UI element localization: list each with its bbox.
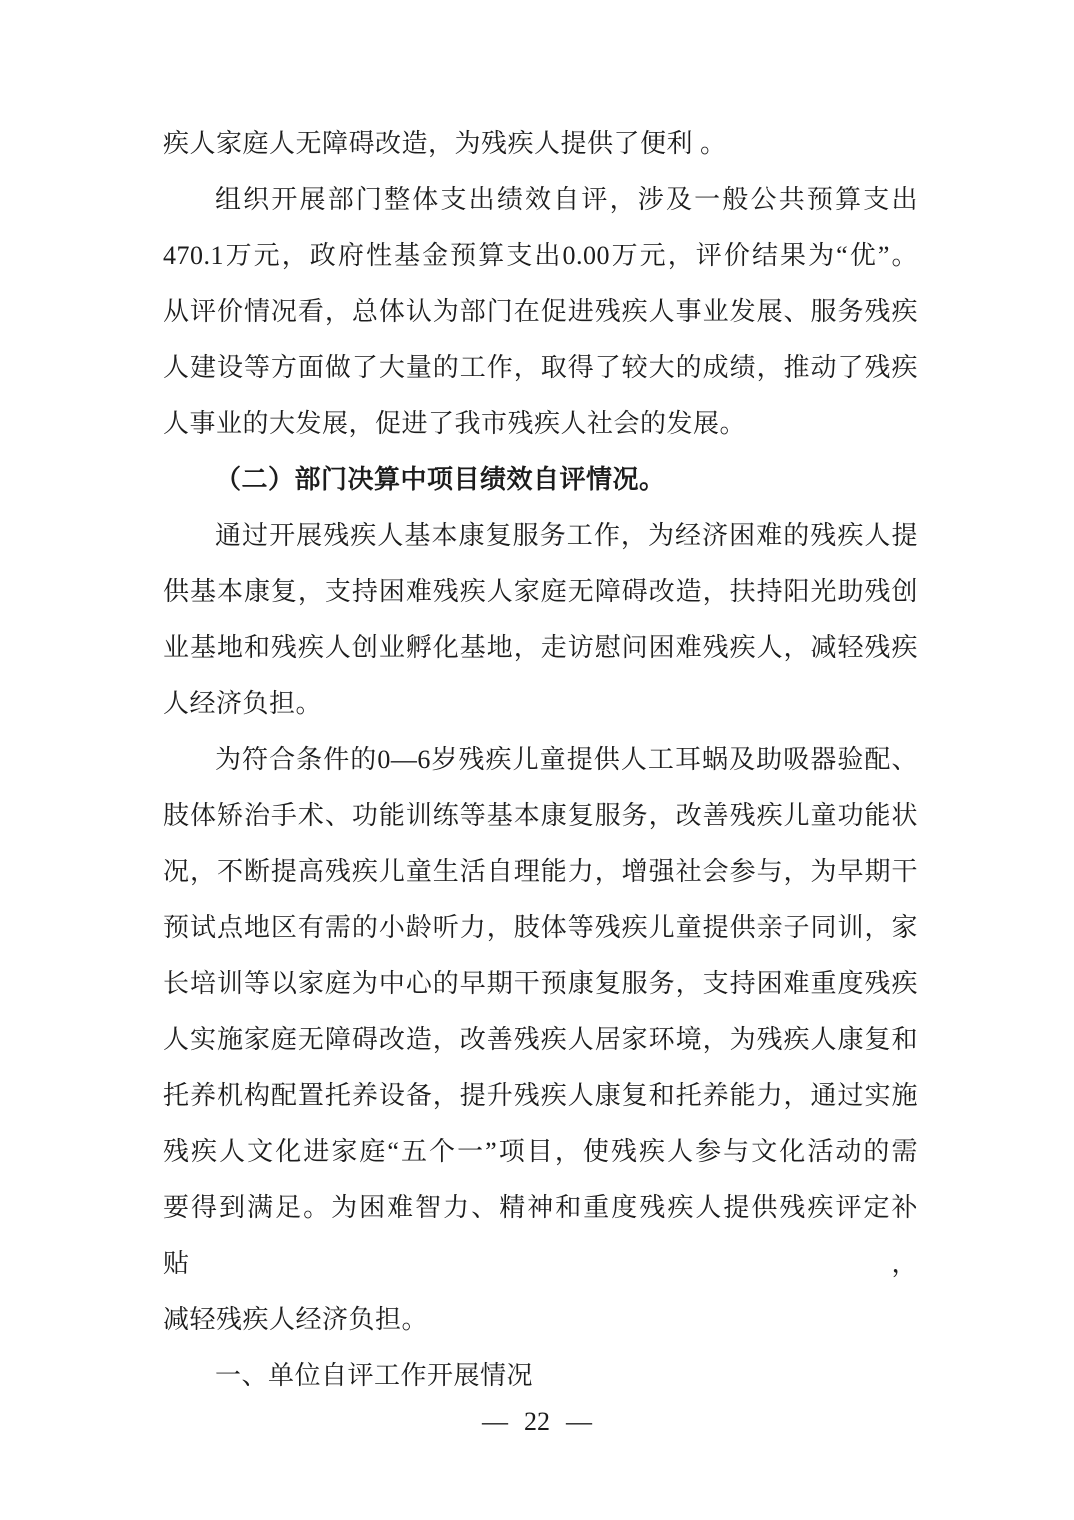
text-line: 人实施家庭无障碍改造，改善残疾人居家环境，为残疾人康复和 [163,1025,918,1054]
section-heading: （二）部门决算中项目绩效自评情况。 [215,465,666,494]
subsection-title: 一、单位自评工作开展情况 [215,1361,534,1390]
text-line: 疾人家庭人无障碍改造，为残疾人提供了便利 。 [163,129,727,158]
footer-dash-right: — [566,1407,592,1436]
text-line: 470.1万元，政府性基金预算支出0.00万元，评价结果为“优”。 [163,241,918,270]
text-line: 从评价情况看，总体认为部门在促进残疾人事业发展、服务残疾 [163,297,918,326]
text-line: 组织开展部门整体支出绩效自评，涉及一般公共预算支出 [215,185,918,214]
document-body [163,116,918,1404]
text-line: 人经济负担。 [163,689,323,718]
text-line: 供基本康复，支持困难残疾人家庭无障碍改造，扶持阳光助残创 [163,577,918,606]
page-footer [0,1402,1074,1442]
text-line: 预试点地区有需的小龄听力，肢体等残疾儿童提供亲子同训，家 [163,913,918,942]
text-line: 人建设等方面做了大量的工作，取得了较大的成绩，推动了残疾 [163,353,918,382]
text-line: 托养机构配置托养设备，提升残疾人康复和托养能力，通过实施 [163,1081,918,1110]
text-line: 长培训等以家庭为中心的早期干预康复服务，支持困难重度残疾 [163,969,918,998]
footer-dash-left: — [482,1407,508,1436]
text-line: 为符合条件的0—6岁残疾儿童提供人工耳蜗及助吸器验配、 [215,745,918,774]
text-line: 残疾人文化进家庭“五个一”项目，使残疾人参与文化活动的需 [163,1137,918,1166]
text-line: 要得到满足。为困难智力、精神和重度残疾人提供残疾评定补贴， [163,1193,918,1278]
text-line: 通过开展残疾人基本康复服务工作，为经济困难的残疾人提 [215,521,918,550]
text-line: 业基地和残疾人创业孵化基地，走访慰问困难残疾人，减轻残疾 [163,633,918,662]
page-number: 22 [524,1407,550,1436]
text-line: 肢体矫治手术、功能训练等基本康复服务，改善残疾儿童功能状 [163,801,918,830]
text-line: 况，不断提高残疾儿童生活自理能力，增强社会参与，为早期干 [163,857,918,886]
text-line: 人事业的大发展，促进了我市残疾人社会的发展。 [163,409,747,438]
text-line: 减轻残疾人经济负担。 [163,1305,429,1334]
